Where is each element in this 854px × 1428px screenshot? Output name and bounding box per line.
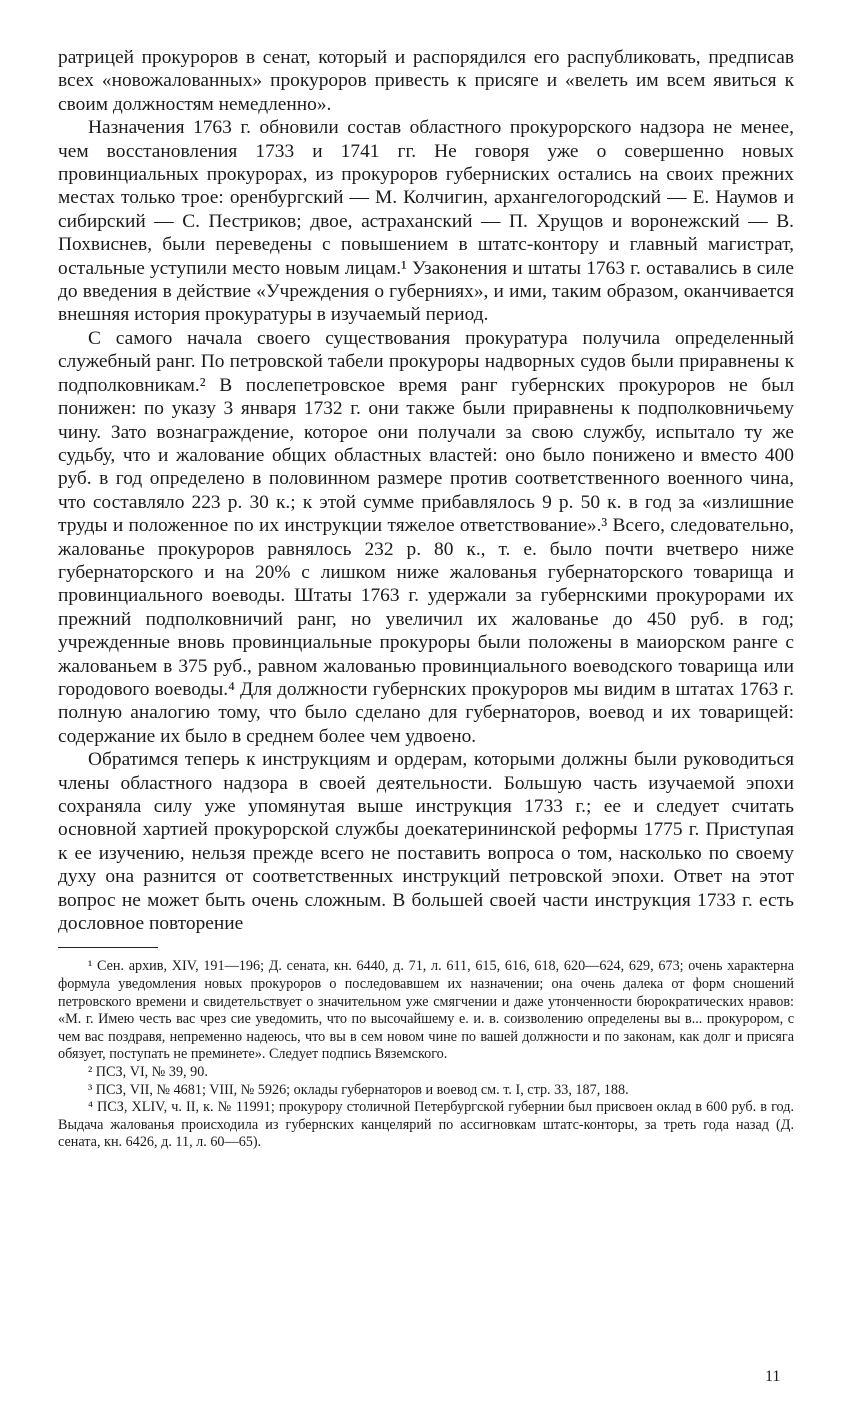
paragraph-service-rank: С самого начала своего существования прокуратура получила определенный служебный ранг. По петровской табели прокуроры надворных судов были приравнены к подполковникам.² В послепетровское время ранг губернских прокуроров не был понижен: по указу 3 января 1732 г. они также были приравнены к подполковничьему чину. Зато вознаграждение, которое они получали за свою службу, испытало ту же судьбу, что и жалование общих областных властей: оно было понижено и вместо 400 руб. в год определено в половинном размере против соответственного военного чина, что составляло 223 р. 30 к.; к этой сумме прибавлялось 9 р. 50 к. в год за «излишние труды и положенное по их инструкции тяжелое ответствование».³ Всего, следовательно, жалованье прокуроров равнялось 232 р. 80 к., т. е. было почти вчетверо ниже губернаторского и на 20% с лишком ниже жалованья губернаторского товарища и провинциального воеводы. Штаты 1763 г. удержали за губернскими прокурорами их прежний подполковничий ранг, но увеличил их жалованье до 450 руб. в год; учрежденные вновь провинциальные прокуроры были положены в маиорском ранге с жалованьем в 375 руб., равном жалованью провинциального воеводского товарища или городового воеводы.⁴ Для должности губернских прокуроров мы видим в штатах 1763 г. полную аналогию тому, что было сделано для губернаторов, воевод и их товарищей: содержание их было в среднем более чем удвоено. [58,327,794,747]
footnote-divider [58,947,158,948]
footnote-3: ³ ПСЗ, VII, № 4681; VIII, № 5926; оклады губернаторов и воевод см. т. I, стр. 33, 187, 188. [88,1081,629,1098]
footnote-4: ⁴ ПСЗ, XLIV, ч. II, к. № 11991; прокурору столичной Петербургской губернии был присвоен оклад в 600 руб. в год. Выдача жалованья происходила из губернских канцелярий по ассигновкам штатс-конторы, за треть года назад (Д. сената, кн. 6426, д. 11, л. 60—65). [58,1099,794,1151]
footnote-1: ¹ Сен. архив, XIV, 191—196; Д. сената, кн. 6440, д. 71, л. 611, 615, 616, 618, 620—624, 629, 673; очень характерна формула уведомления новых прокуроров о последовавшем их назначении; она очень далека от форм сношений петровского времени и свидетельствует о значительном уже смягчении и даже утонченности бюрократических нравов: «М. г. Имею честь вас чрез сие уведомить, что по высочайшему е. и. в. соизволению определены вы в... прокурором, с чем вас поздравя, непременно надеюсь, что вы в сем новом чине по вашей должности и по законам, как долг и присяга обязует, поступать не преминете». Следует подпись Вяземского. [58,958,794,1063]
paragraph-instructions: Обратимся теперь к инструкциям и ордерам, которыми должны были руководиться члены областного надзора в своей деятельности. Большую часть изучаемой эпохи сохраняла силу уже упомянутая выше инструкция 1733 г.; ее и следует считать основной хартией прокурорской службы доекатерининской реформы 1775 г. Приступая к ее изучению, нельзя прежде всего не поставить вопроса о том, насколько по своему духу она разнится от соответственных инструкций петровской эпохи. Ответ на этот вопрос не может быть очень сложным. В большей своей части инструкция 1733 г. есть дословное повторение [58,749,794,935]
footnote-2: ² ПСЗ, VI, № 39, 90. [88,1064,208,1080]
paragraph-appointments-1763: Назначения 1763 г. обновили состав областного прокурорского надзора не менее, чем восстановления 1733 и 1741 гг. Не говоря уже о совершенно новых провинциальных прокурорах, из прокуроров губерниских остались на своих прежних местах только трое: оренбургский — М. Колчигин, архангелогородский — Е. Наумов и сибирский — С. Пестриков; двое, астраханский — П. Хрущов и воронежский — В. Похвиснев, были переведены с повышением в штатс-контору и главный магистрат, остальные уступили место новым лицам.¹ Узаконения и штаты 1763 г. оставались в силе до введения в действие «Учреждения о губерниях», и ими, таким образом, оканчивается внешняя история прокуратуры в изучаемый период. [58,117,794,326]
paragraph-continuation: ратрицей прокуроров в сенат, который и распорядился его распубликовать, предписав всех «новожалованных» прокуроров привесть к присяге и «велеть им всем явиться к своим должностям немедленно». [58,47,794,115]
footnotes [58,958,794,1152]
page-body [58,46,794,1152]
page-number: 11 [765,1368,781,1385]
main-text [58,46,794,935]
